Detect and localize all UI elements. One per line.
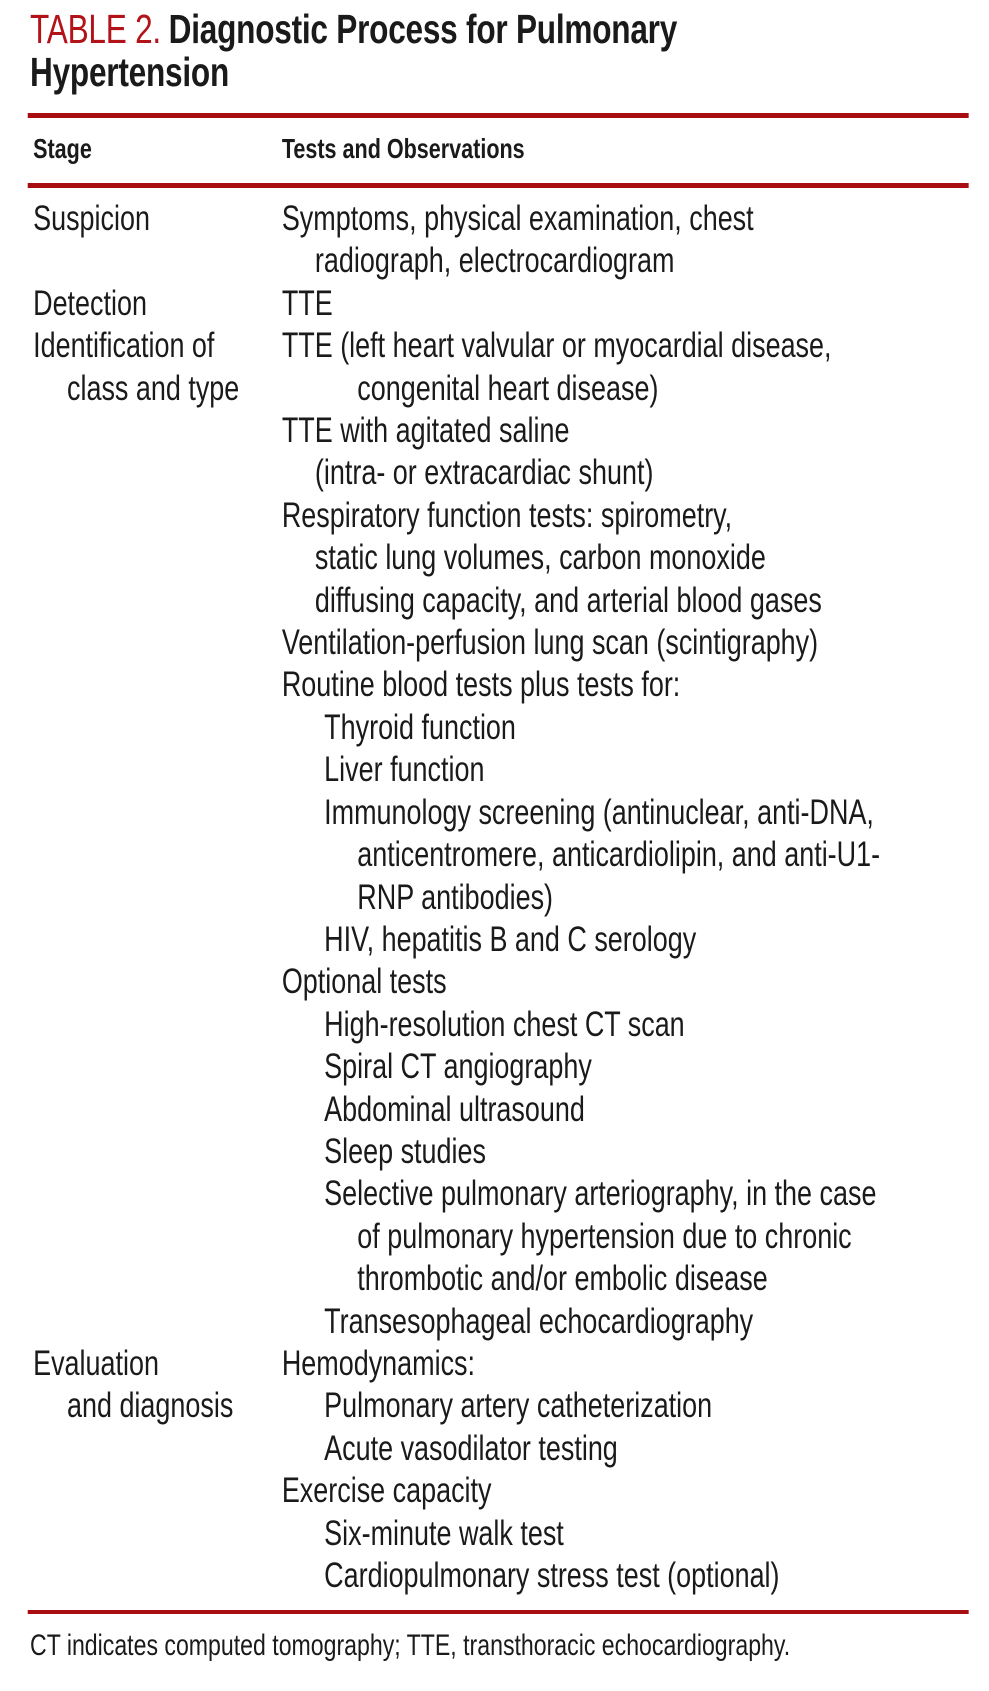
table-row xyxy=(33,1428,880,1470)
test-cell: (intra- or extracardiac shunt) xyxy=(314,453,654,493)
table-row xyxy=(33,325,880,367)
table-row xyxy=(33,1046,880,1088)
column-header-tests: Tests and Observations xyxy=(281,133,525,164)
test-cell: Liver function xyxy=(324,750,485,790)
table-body xyxy=(33,190,880,1597)
stage-cell xyxy=(33,452,282,494)
stage-cell xyxy=(33,707,282,749)
stage-cell: class and type xyxy=(66,368,240,408)
table-row xyxy=(33,1555,880,1597)
test-cell: Pulmonary artery catheterization xyxy=(324,1386,713,1426)
table-row xyxy=(33,961,880,1003)
stage-cell xyxy=(33,919,282,961)
test-cell: Symptoms, physical examination, chest xyxy=(281,199,754,238)
stage-cell: Identification of xyxy=(33,326,215,366)
test-cell: Sleep studies xyxy=(324,1131,486,1171)
stage-cell xyxy=(33,877,282,919)
test-cell: Hemodynamics: xyxy=(281,1343,476,1383)
table-row xyxy=(33,283,880,325)
test-cell: Optional tests xyxy=(281,962,447,1002)
stage-cell xyxy=(33,961,282,1003)
stage-cell xyxy=(33,1470,282,1512)
stage-cell xyxy=(33,1004,282,1046)
test-cell: Six-minute walk test xyxy=(324,1513,564,1553)
table-header-row xyxy=(33,134,525,164)
table-title xyxy=(30,8,769,94)
stage-cell xyxy=(33,410,282,452)
table-number-label: TABLE 2. xyxy=(30,6,161,52)
test-cell: TTE xyxy=(281,283,333,323)
test-cell: Ventilation-perfusion lung scan (scintigraphy) xyxy=(281,623,819,663)
test-cell: TTE with agitated saline xyxy=(281,411,570,451)
table-row xyxy=(33,537,880,579)
test-cell: Abdominal ultrasound xyxy=(324,1089,585,1129)
stage-cell xyxy=(33,792,282,834)
test-cell: Selective pulmonary arteriography, in the case xyxy=(324,1174,877,1214)
test-cell: High-resolution chest CT scan xyxy=(324,1004,685,1044)
stage-cell xyxy=(33,537,282,579)
stage-cell xyxy=(33,1131,282,1173)
table-row xyxy=(33,1173,880,1215)
stage-cell xyxy=(33,664,282,706)
stage-cell xyxy=(33,580,282,622)
table-row xyxy=(33,1385,880,1427)
table-row xyxy=(33,410,880,452)
test-cell: Immunology screening (antinuclear, anti-DNA, xyxy=(324,792,874,832)
table-row xyxy=(33,834,880,876)
stage-cell xyxy=(33,495,282,537)
test-cell: Acute vasodilator testing xyxy=(324,1428,618,1468)
test-cell: of pulmonary hypertension due to chronic xyxy=(357,1216,852,1256)
table-row xyxy=(33,495,880,537)
stage-cell xyxy=(33,1301,282,1343)
table-row xyxy=(33,749,880,791)
stage-cell xyxy=(33,622,282,664)
table-row xyxy=(33,707,880,749)
table-row xyxy=(33,1089,880,1131)
test-cell: TTE (left heart valvular or myocardial disease, xyxy=(281,326,832,366)
table-row xyxy=(33,1258,880,1300)
test-cell: Transesophageal echocardiography xyxy=(324,1301,754,1341)
test-cell: Cardiopulmonary stress test (optional) xyxy=(324,1556,780,1595)
stage-cell xyxy=(33,1428,282,1470)
stage-cell: and diagnosis xyxy=(66,1386,234,1426)
stage-cell xyxy=(33,1513,282,1555)
table-row xyxy=(33,1131,880,1173)
rule-below-header xyxy=(28,183,969,188)
stage-cell: Suspicion xyxy=(33,199,150,238)
rule-above-footnote xyxy=(28,1610,969,1614)
test-cell: radiograph, electrocardiogram xyxy=(314,241,675,281)
table-footnote: CT indicates computed tomography; TTE, transthoracic echocardiography. xyxy=(30,1629,791,1662)
test-cell: Respiratory function tests: spirometry, xyxy=(281,495,733,535)
table-row xyxy=(33,792,880,834)
stage-cell xyxy=(33,749,282,791)
table-row xyxy=(33,1004,880,1046)
table-row xyxy=(33,1301,880,1343)
table-row xyxy=(33,1343,880,1385)
table-row xyxy=(33,1470,880,1512)
table-title-text: Diagnostic Process for Pulmonary Hypertension xyxy=(30,6,678,95)
test-cell: HIV, hepatitis B and C serology xyxy=(324,919,697,959)
test-cell: anticentromere, anticardiolipin, and anti-U1- xyxy=(357,835,881,875)
stage-cell xyxy=(33,1089,282,1131)
table-row xyxy=(33,368,880,410)
table-row xyxy=(33,1216,880,1258)
column-header-stage: Stage xyxy=(33,133,92,164)
stage-cell xyxy=(33,1216,282,1258)
table-row xyxy=(33,580,880,622)
test-cell: static lung volumes, carbon monoxide xyxy=(314,538,766,578)
rule-below-title xyxy=(28,113,969,118)
stage-cell: Detection xyxy=(33,283,147,323)
table-row xyxy=(33,1513,880,1555)
table-row xyxy=(33,919,880,961)
test-cell: Routine blood tests plus tests for: xyxy=(281,665,681,705)
test-cell: diffusing capacity, and arterial blood gases xyxy=(314,580,822,620)
table-row xyxy=(33,622,880,664)
stage-cell: Evaluation xyxy=(33,1343,159,1383)
table-row xyxy=(33,664,880,706)
stage-cell xyxy=(33,834,282,876)
test-cell: congenital heart disease) xyxy=(357,368,659,408)
stage-cell xyxy=(33,1046,282,1088)
table-row xyxy=(33,877,880,919)
table-row xyxy=(33,240,880,282)
test-cell: Spiral CT angiography xyxy=(324,1047,592,1087)
test-cell: thrombotic and/or embolic disease xyxy=(357,1259,768,1299)
test-cell: Exercise capacity xyxy=(281,1471,492,1511)
table-row xyxy=(33,452,880,494)
stage-cell xyxy=(33,1173,282,1215)
table-row xyxy=(33,198,880,240)
test-cell: RNP antibodies) xyxy=(357,877,554,917)
test-cell: Thyroid function xyxy=(324,707,516,747)
stage-cell xyxy=(33,1555,282,1597)
stage-cell xyxy=(33,1258,282,1300)
stage-cell xyxy=(33,240,282,282)
